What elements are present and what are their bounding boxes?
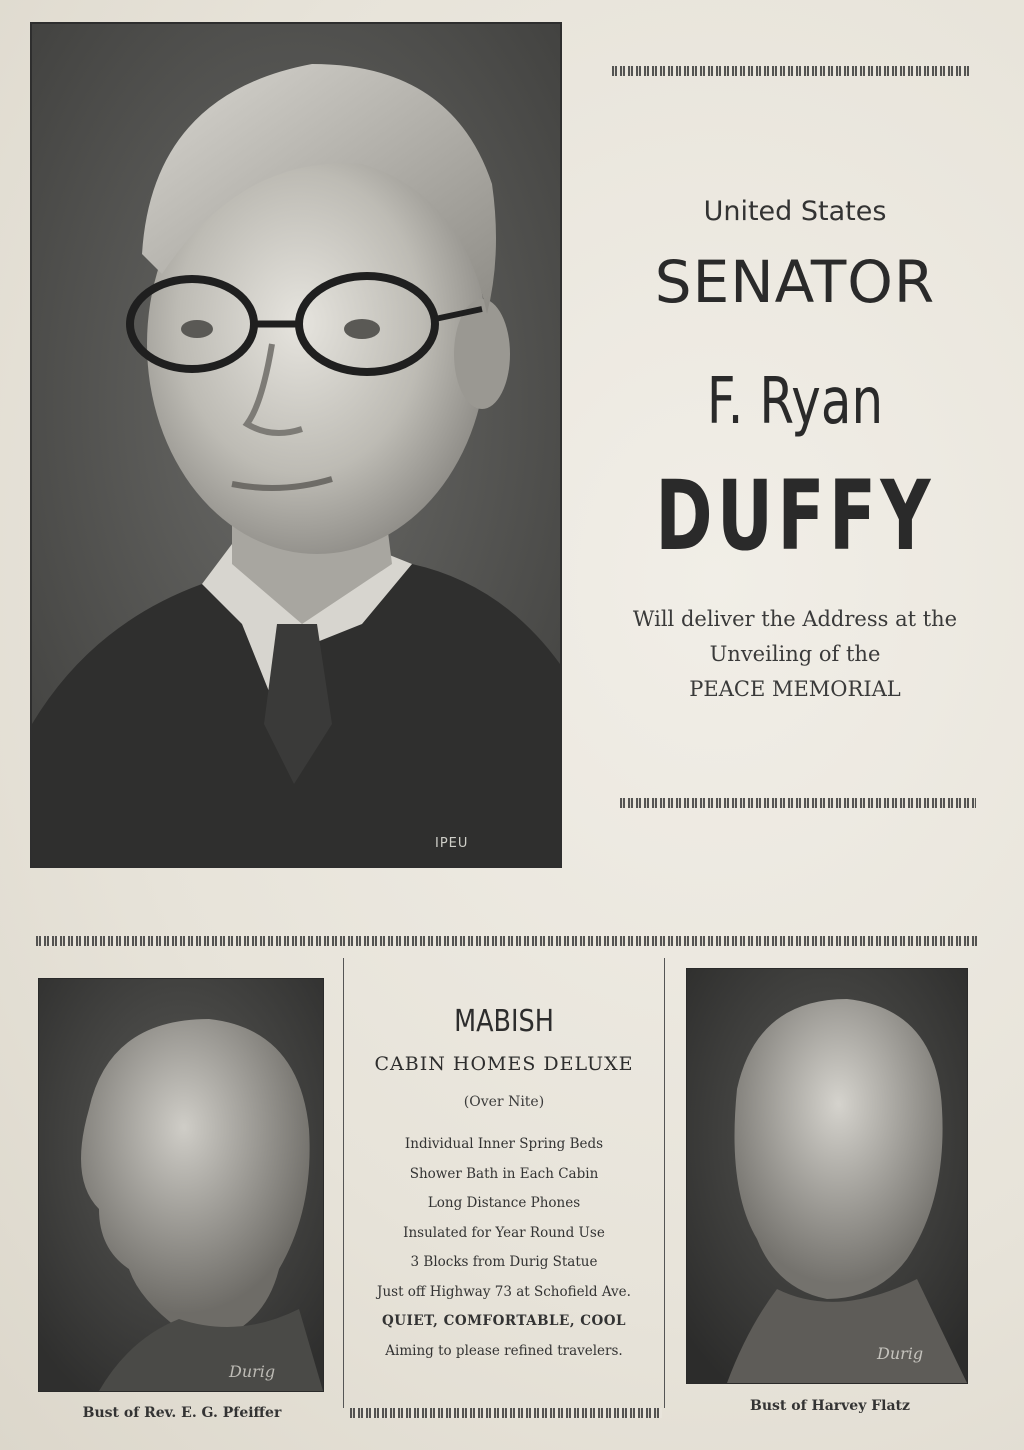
ad-feature: Just off Highway 73 at Schofield Ave. [377, 1283, 631, 1300]
caption-right: Bust of Harvey Flatz [750, 1398, 910, 1414]
ad-feature: Individual Inner Spring Beds [404, 1136, 604, 1152]
ad-tagline: CABIN HOMES DELUXE [374, 1053, 634, 1075]
announcement-line: PEACE MEMORIAL [689, 677, 901, 701]
ad-note: (Over Nite) [463, 1094, 545, 1110]
title-senator: SENATOR [654, 248, 936, 316]
name-first: F. Ryan [706, 365, 884, 439]
top-right-divider [612, 66, 970, 76]
mid-right-divider [620, 798, 976, 808]
announcement-text [600, 602, 990, 707]
portrait-illustration [32, 24, 560, 866]
bust-signature-right: Durig [877, 1344, 924, 1363]
ad-slogan: QUIET, COMFORTABLE, COOL [381, 1313, 626, 1329]
ad-bottom-divider [350, 1408, 662, 1418]
section-divider [36, 936, 978, 946]
portrait-credit: IPEU [435, 836, 469, 851]
bust-photo-flatz [686, 968, 968, 1384]
ad-features [343, 1130, 665, 1366]
ad-closing: Aiming to please refined travelers. [385, 1342, 623, 1359]
senator-portrait-photo [30, 22, 562, 868]
bust-signature-left: Durig [229, 1362, 276, 1381]
announcement-line: Unveiling of the [709, 642, 881, 666]
bust-illustration-left [39, 979, 323, 1391]
announcement-line: Will deliver the Address at the [632, 607, 958, 631]
title-united-states: United States [703, 196, 887, 227]
ad-feature: Insulated for Year Round Use [403, 1224, 605, 1241]
caption-left: Bust of Rev. E. G. Pfeiffer [82, 1405, 282, 1421]
bust-photo-pfeiffer [38, 978, 324, 1392]
ad-name: MABISH [454, 1004, 554, 1039]
bust-illustration-right [687, 969, 967, 1383]
ad-feature: Shower Bath in Each Cabin [409, 1165, 599, 1182]
ad-feature: Long Distance Phones [427, 1195, 581, 1211]
ad-feature: 3 Blocks from Durig Statue [410, 1254, 598, 1270]
name-last: DUFFY [655, 460, 935, 572]
